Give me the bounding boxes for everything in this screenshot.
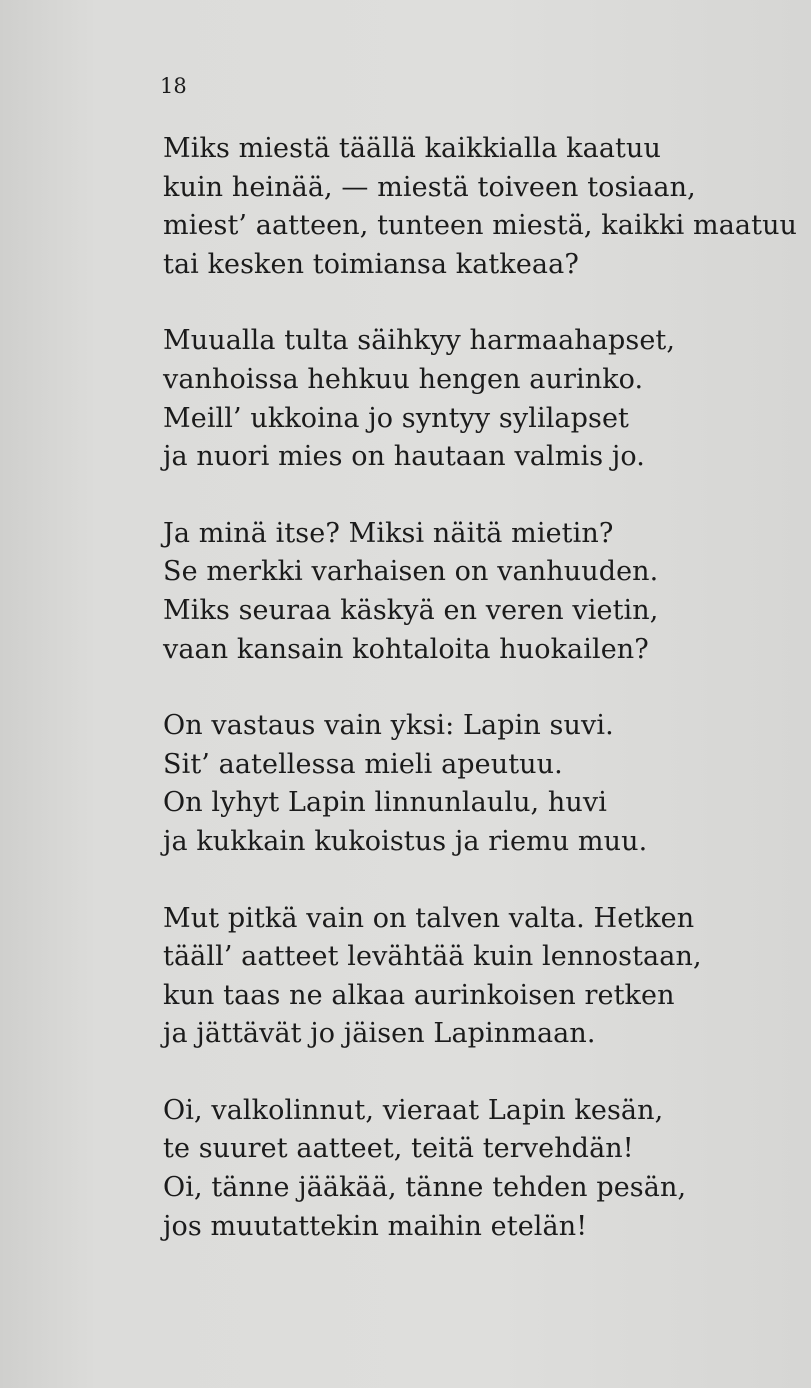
poem-line: kuin heinää, — miestä toiveen tosiaan, xyxy=(163,171,696,203)
stanza-6 xyxy=(163,1092,783,1246)
poem-line: miest’ aatteen, tunteen miestä, kaikki maatuu xyxy=(163,210,798,242)
poem-line: te suuret aatteet, teitä tervehdän! xyxy=(163,1133,634,1165)
poem-line: Miks miestä täällä kaikkialla kaatuu xyxy=(163,133,661,164)
poem xyxy=(163,130,798,1246)
poem-line: vaan kansain kohtaloita huokailen? xyxy=(163,633,649,665)
poem-line: Oi, valkolinnut, vieraat Lapin kesän, xyxy=(163,1094,664,1126)
poem-line: Meill’ ukkoina jo syntyy sylilapset xyxy=(163,402,629,434)
page-number: 18 xyxy=(160,74,187,98)
poem-line: Miks seuraa käskyä en veren vietin, xyxy=(163,594,659,626)
poem-line: On vastaus vain yksi: Lapin suvi. xyxy=(163,710,614,742)
poem-line: ja nuori mies on hautaan valmis jo. xyxy=(163,441,645,473)
poem-line: Se merkki varhaisen on vanhuuden. xyxy=(163,556,659,588)
poem-line: Oi, tänne jääkää, tänne tehden pesän, xyxy=(163,1172,687,1204)
poem-line: On lyhyt Lapin linnunlaulu, huvi xyxy=(163,787,607,819)
poem-line: ja jättävät jo jäisen Lapinmaan. xyxy=(163,1018,596,1050)
poem-line: kun taas ne alkaa aurinkoisen retken xyxy=(163,979,675,1011)
stanza-4 xyxy=(163,707,783,861)
poem-line: jos muutattekin maihin etelän! xyxy=(163,1210,588,1242)
poem-line: Muualla tulta säihkyy harmaahapset, xyxy=(163,325,676,357)
stanza-1 xyxy=(163,130,798,284)
poem-line: Ja minä itse? Miksi näitä mietin? xyxy=(163,517,614,549)
poem-line: tääll’ aatteet levähtää kuin lennostaan, xyxy=(163,941,702,973)
stanza-3 xyxy=(163,515,783,669)
poem-line: vanhoissa hehkuu hengen aurinko. xyxy=(163,363,644,395)
poem-line: Mut pitkä vain on talven valta. Hetken xyxy=(163,902,695,934)
poem-line: Sit’ aatellessa mieli apeutuu. xyxy=(163,748,563,780)
poem-line: tai kesken toimiansa katkeaa? xyxy=(163,248,579,280)
stanza-2 xyxy=(163,322,783,476)
poem-line: ja kukkain kukoistus ja riemu muu. xyxy=(163,825,648,857)
stanza-5 xyxy=(163,900,783,1054)
